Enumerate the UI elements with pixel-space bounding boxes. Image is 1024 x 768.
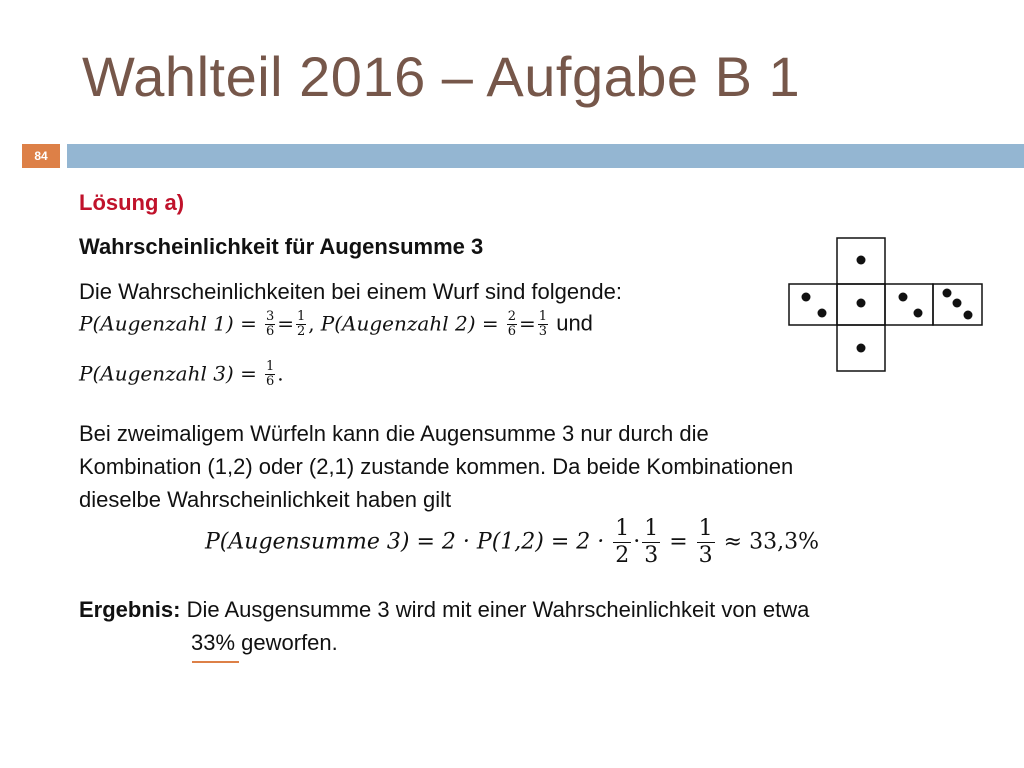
frac-num: 1 — [644, 516, 659, 541]
frac-num: 1 — [265, 359, 275, 374]
word-und: und — [556, 310, 593, 336]
frac-num: 3 — [265, 309, 275, 324]
result-line-2: 33% geworfen. — [191, 630, 338, 655]
pip — [802, 293, 811, 302]
frac-den: 6 — [507, 324, 517, 339]
paragraph-line-3: dieselbe Wahrscheinlichkeit haben gilt — [79, 487, 452, 512]
subheading: Wahrscheinlichkeit für Augensumme 3 — [79, 234, 484, 259]
pip — [857, 344, 866, 353]
frac-num: 1 — [698, 516, 713, 541]
pip — [943, 289, 952, 298]
pip — [857, 256, 866, 265]
result-label: Ergebnis: — [79, 597, 181, 622]
paragraph-line-1: Bei zweimaligem Würfeln kann die Augensumme 3 nur durch die — [79, 421, 709, 446]
pip — [914, 309, 923, 318]
pip — [857, 299, 866, 308]
section-heading: Lösung a) — [79, 190, 185, 215]
dice-face-right — [885, 284, 933, 325]
frac-den: 3 — [538, 324, 548, 339]
frac-den: 3 — [698, 543, 713, 568]
formula-left: P(Augensumme 3) = 2 · P(1,2) = 2 · — [205, 529, 605, 555]
main-formula: P(Augensumme 3) = 2 · P(1,2) = 2 · $\frac{1}{2}$ · $\frac{1}{3}$ = $\frac{1}{3}$ ≈ 33,3% — [205, 516, 819, 568]
pip — [818, 309, 827, 318]
frac-den: 6 — [265, 374, 275, 389]
slide-number: 84 — [22, 144, 60, 168]
frac-num: 1 — [615, 516, 630, 541]
prob1-label: P(Augenzahl 1) = — [79, 311, 257, 336]
frac-num: 1 — [538, 309, 548, 324]
result-text-1: Die Ausgensumme 3 wird mit einer Wahrscheinlichkeit von etwa — [186, 597, 810, 622]
prob3-label: P(Augenzahl 3) = — [79, 361, 257, 386]
pip — [953, 299, 962, 308]
frac-den: 6 — [265, 324, 275, 339]
frac-den: 2 — [615, 543, 630, 568]
pip — [964, 311, 973, 320]
prob2-label: P(Augenzahl 2) = — [320, 311, 499, 336]
probability-line-1: P(Augenzahl 1) = $\frac{3}{6}$ = $\frac{1}{2}$ , P(Augenzahl 2) = $\frac{2}{6}$ = $\frac{1}{3}$ und — [79, 309, 593, 339]
probability-line-3: P(Augenzahl 3) = $\frac{1}{6}$ . — [79, 359, 284, 389]
paragraph-line-2: Kombination (1,2) oder (2,1) zustande kommen. Da beide Kombinationen — [79, 454, 794, 479]
frac-num: 2 — [507, 309, 517, 324]
pip — [899, 293, 908, 302]
dice-face-left — [789, 284, 837, 325]
frac-den: 2 — [297, 324, 306, 339]
frac-den: 3 — [644, 543, 659, 568]
formula-result: ≈ 33,3% — [723, 529, 819, 555]
slide-title: Wahlteil 2016 – Aufgabe B 1 — [82, 45, 801, 108]
intro-text: Die Wahrscheinlichkeiten bei einem Wurf sind folgende: — [79, 279, 622, 304]
frac-num: 1 — [297, 309, 306, 324]
